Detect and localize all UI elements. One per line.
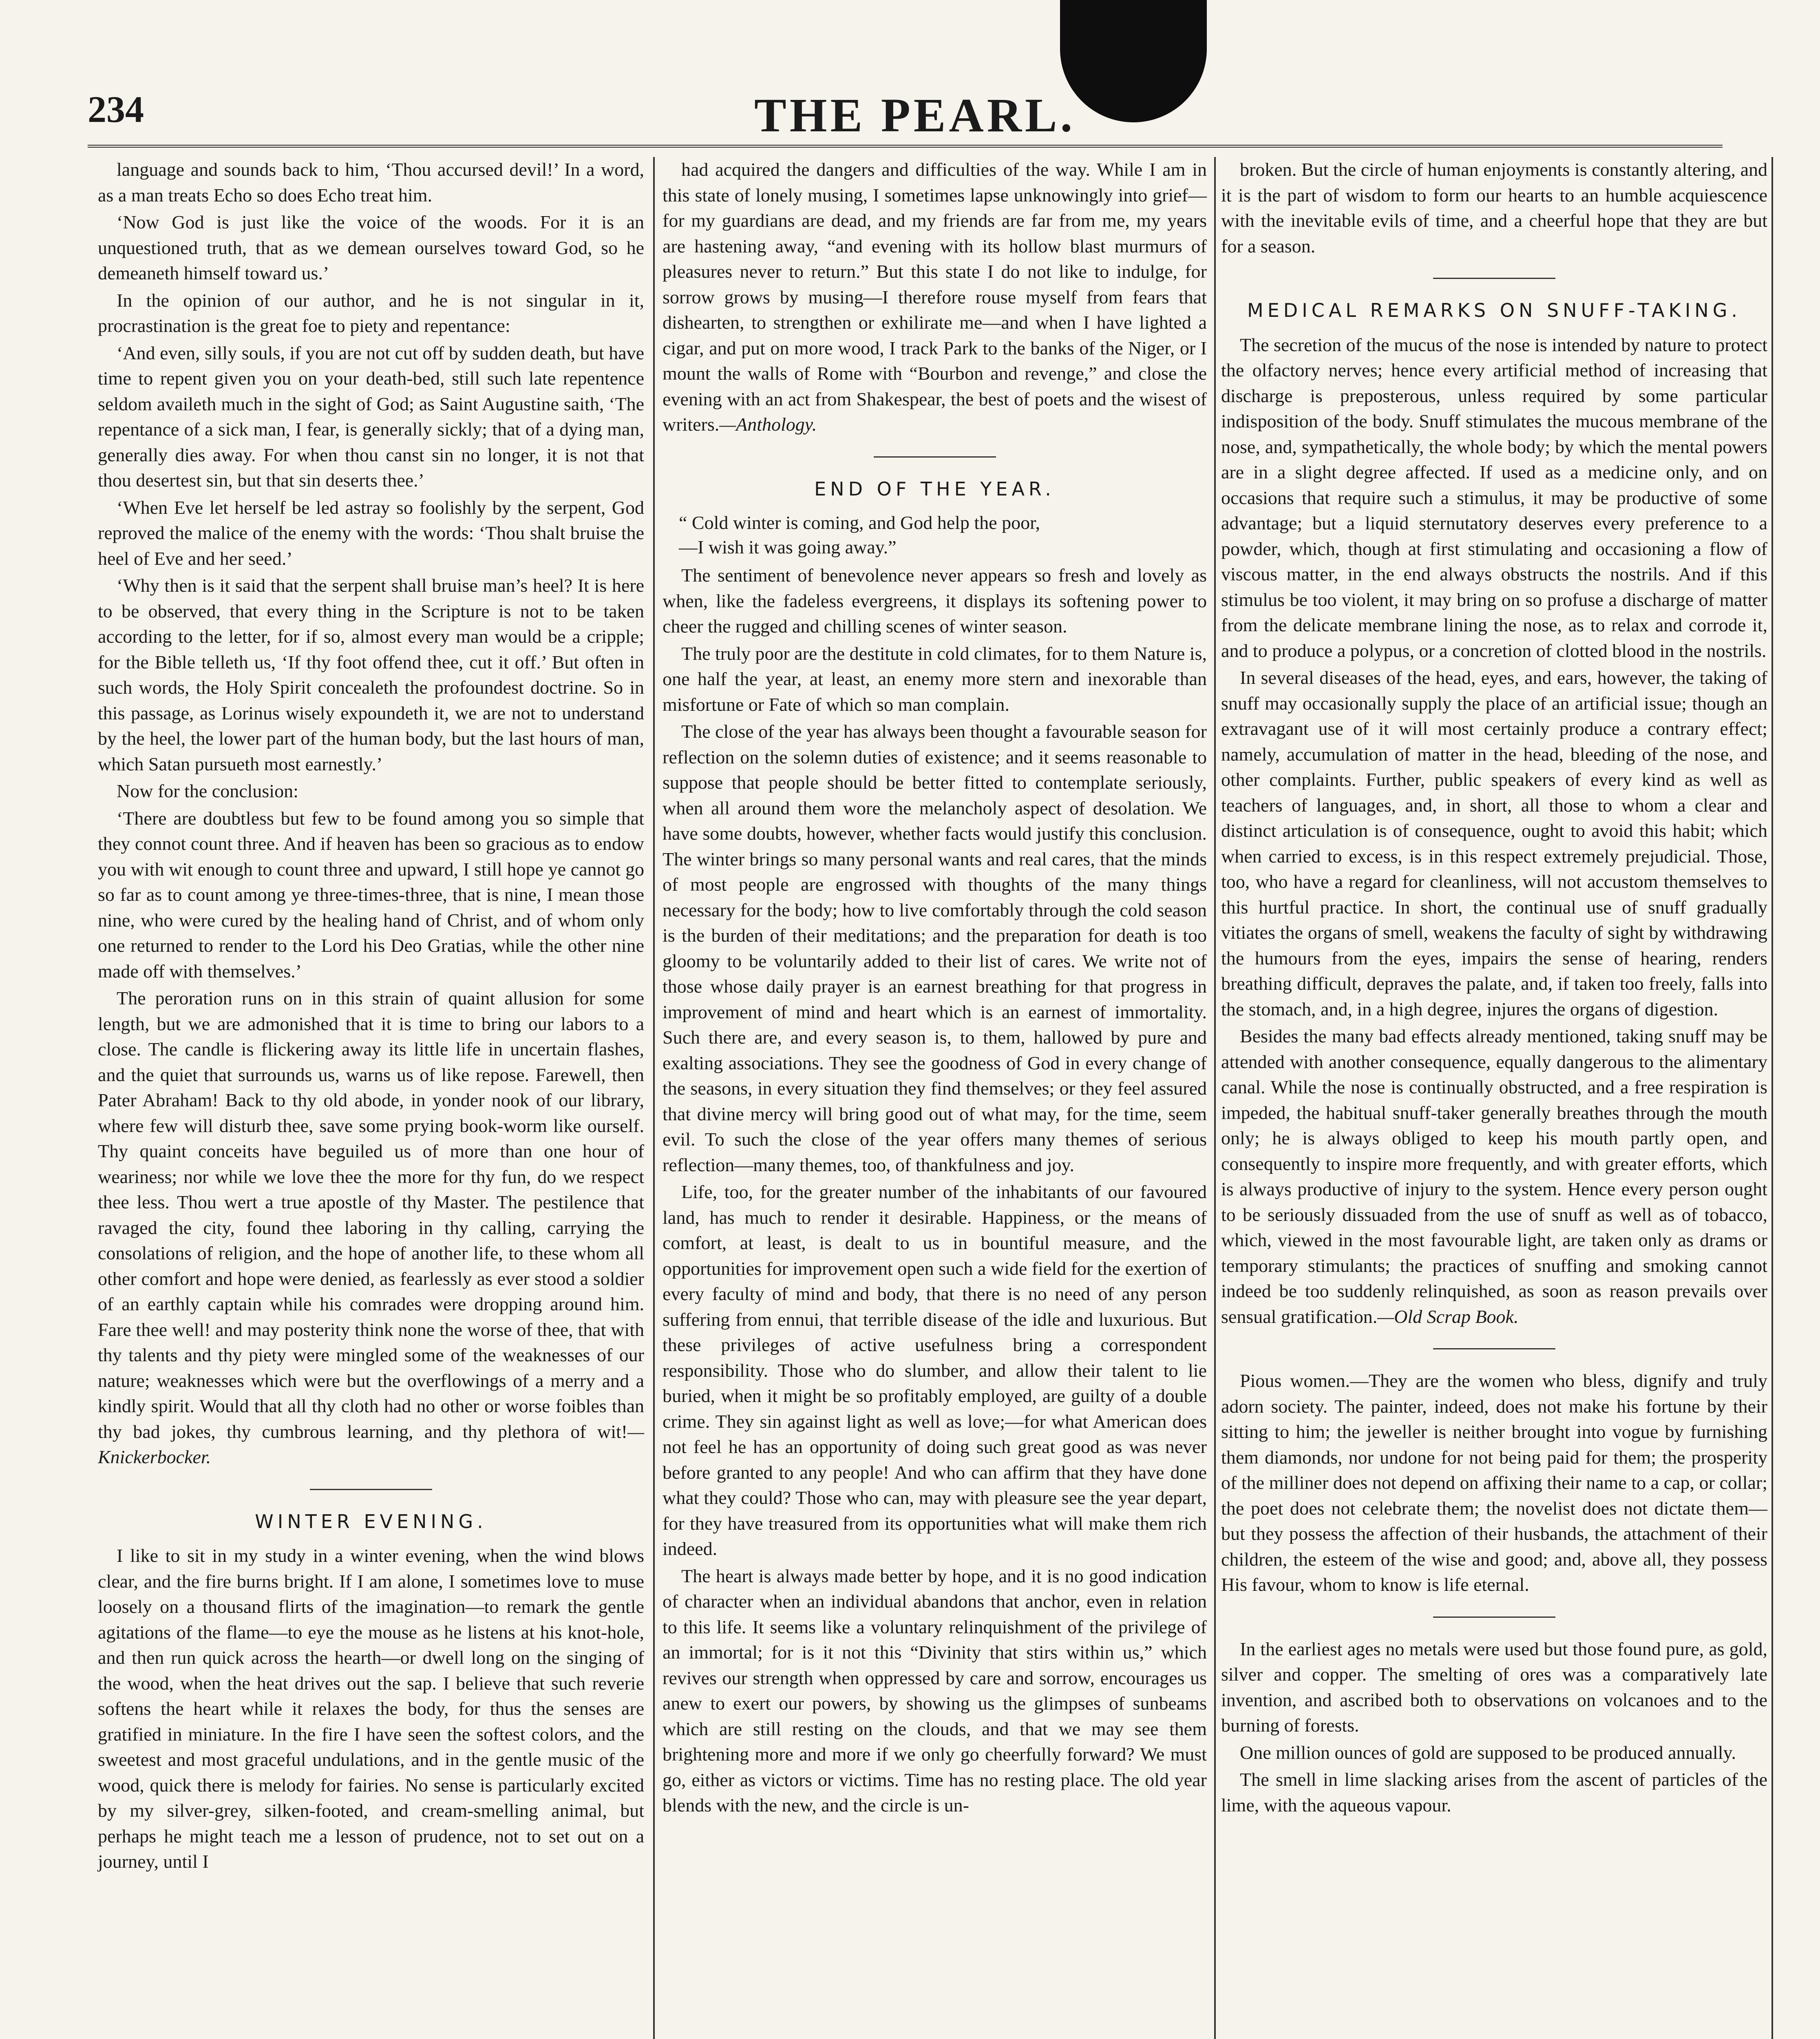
paragraph-text: had acquired the dangers and difficulties of the way. While I am in this state of lonely musing, I sometimes lapse unknowingly into grief—for my guardians are dead, and my friends are far from me, my years are hastening away, “and evening with its hollow blast murmurs of pleasures never to return.” But this state I do not like to indulge, for sorrow grows by musing—I therefore rouse myself from fears that dishearten, to strengthen or exhilirate me—and when I have lighted a cigar, and put on more wood, I track Park to the banks of the Niger, or I mount the walls of Rome with “Bourbon and revenge,” and close the evening with an act from Shakespear, the best of poets and the wisest of writers. — [663, 159, 1207, 435]
paragraph: I like to sit in my study in a winter evening, when the wind blows clear, and the fire burns bright. If I am alone, I sometimes love to muse loosely on a thousand flirts of the imagination—to remark the gentle agitations of the flame—to eye the mouse as he listens at his knot-hole, and then run quick across the hearth—or dwell long on the singing of the wood, when the heat drives out the sap. I believe that such reverie softens the heart while it relaxes the body, for thus the senses are gratified in miniature. In the fire I have seen the softest colors, and the sweetest and most graceful undulations, and in the gentle music of the wood, quick there is melody for fairies. No sense is particularly excited by my silver-grey, silken-footed, and cream-smelling animal, but perhaps he might teach me a lesson of prudence, not to set out on a journey, until I — [98, 1545, 644, 1872]
paragraph-text: Besides the many bad effects already mentioned, taking snuff may be attended with another consequence, equally dangerous to the alimentary canal. While the nose is continually obstructed, and a free respiration is impeded, the habitual snuff-taker generally breathes through the mouth only; he is always obliged to keep his mouth partly open, and consequently to inspire more frequently, and with greater efforts, which is always productive of injury to the system. Hence every person ought to be seriously dissuaded from the use of snuff as well as of tobacco, which, viewed in the most favourable light, are taken only as drams or temporary stimulants; the practices of snuffing and smoking cannot indeed be too suddenly relinquished, as soon as reason prevails over sensual gratification. — [1221, 1026, 1767, 1327]
paragraph: Now for the conclusion: — [117, 781, 298, 801]
paragraph: ‘Why then is it said that the serpent shall bruise man’s heel? It is here to be observed, that every thing in the Scripture is not to be taken according to the letter, for if so, almost every man would be a cripple; for the Bible telleth us, ‘If thy foot offend thee, cut it off.’ But often in such words, the Holy Spirit concealeth the profoundest doctrine. So in this passage, as Lorinus wisely expoundeth it, we are not to understand by the heel, the lower part of the human body, but the last hours of man, which Satan pursueth most earnestly.’ — [98, 575, 644, 774]
section-rule — [874, 456, 996, 458]
column-left — [98, 157, 644, 1876]
section-rule — [1433, 1348, 1555, 1349]
section-rule — [1433, 1617, 1555, 1618]
paragraph: The smell in lime slacking arises from the ascent of particles of the lime, with the aqueous vapour. — [1221, 1769, 1767, 1816]
attribution: —Anthology. — [719, 414, 817, 435]
paragraph — [663, 157, 1207, 438]
page-number: 234 — [88, 88, 144, 130]
attribution: —Old Scrap Book. — [1377, 1306, 1519, 1327]
paragraph: ‘Now God is just like the voice of the woods. For it is an unquestioned truth, that as we demean ourselves toward God, so he demeaneth himself toward us.’ — [98, 212, 644, 283]
paragraph — [98, 986, 644, 1470]
column-rule — [1214, 157, 1216, 2039]
epigraph-line: —I wish it was going away.” — [679, 537, 897, 557]
header-rule — [88, 145, 1723, 148]
column-right — [1221, 157, 1767, 1820]
section-rule — [310, 1489, 432, 1490]
column-middle — [663, 157, 1207, 1820]
paragraph: One million ounces of gold are supposed to be produced annually. — [1240, 1742, 1736, 1763]
paragraph: In the earliest ages no metals were used but those found pure, as gold, silver and copper. The smelting of ores was a comparatively late invention, and ascribed both to observations on volcanoes and to the burning of forests. — [1221, 1638, 1767, 1736]
paragraph: The truly poor are the destitute in cold climates, for to them Nature is, one half the year, at least, an enemy more stern and inexorable than misfortune or Fate of which so man complain. — [663, 643, 1207, 715]
article-heading-winter-evening: WINTER EVENING. — [255, 1510, 487, 1533]
paragraph: ‘When Eve let herself be led astray so foolishly by the serpent, God reproved the malice of the enemy with the words: ‘Thou shalt bruise the heel of Eve and her seed.’ — [98, 497, 644, 569]
article-heading-end-of-year: END OF THE YEAR. — [814, 478, 1055, 500]
masthead: THE PEARL. — [754, 88, 1076, 142]
paragraph: The sentiment of benevolence never appears so fresh and lovely as when, like the fadeless evergreens, it displays its softening power to cheer the rugged and chilling scenes of winter season. — [663, 565, 1207, 637]
paragraph: ‘There are doubtless but few to be found among you so simple that they connot count three. And if heaven has been so gracious as to endow you with wit enough to count three and upward, I still hope ye cannot go so far as to count among ye three-times-three, that is nine, I mean those nine, who were cured by the healing hand of Christ, and of whom only one returned to render to the Lord his Deo Gratias, while the other nine made off with themselves.’ — [98, 807, 644, 982]
column-rule — [1771, 157, 1773, 2039]
epigraph — [679, 511, 1207, 560]
paragraph: In several diseases of the head, eyes, and ears, however, the taking of snuff may occasionally supply the place of an artificial issue; though an extravagant use of it will most certainly produce a contrary effect; namely, accumulation of matter in the head, bleeding of the nose, and other complaints. Further, public speakers of every kind as well as teachers of languages, and, in short, all those to whom a clear and distinct articulation is of consequence, ought to avoid this habit; which when carried to excess, is in this respect extremely prejudicial. Those, too, who have a regard for cleanliness, will not accustom themselves to this hurtful practice. In short, the continual use of snuff gradually vitiates the organs of smell, weakens the faculty of sight by withdrawing the humours from the eyes, impairs the sense of hearing, renders breathing difficult, depraves the palate, and, if taken too freely, falls into the stomach, and, in a high degree, injures the organs of digestion. — [1221, 667, 1767, 1020]
ink-blot — [1060, 0, 1207, 122]
paragraph: Life, too, for the greater number of the inhabitants of our favoured land, has much to render it desirable. Happiness, or the means of comfort, at least, is dealt to us in bountiful measure, and the opportunities for improvement open such a wide field for the exertion of every faculty of mind and body, that there is no need of any person suffering from ennui, that terrible disease of the idle and luxurious. But these privileges of active usefulness bring a correspondent responsibility. Those who do slumber, and allow their talent to lie buried, when it might be so profitably employed, are guilty of a double crime. They sin against light as well as love;—for what American does not feel he has an opportunity of doing such great good as was never before granted to any people! And who can affirm that they have done what they could? Those who can, may with pleasure see the year depart, for they have treasured from its opportunities what will make them rich indeed. — [663, 1181, 1207, 1559]
column-rule — [653, 157, 655, 2039]
attribution: —Knickerbocker. — [98, 1421, 644, 1467]
section-rule — [1433, 278, 1555, 279]
paragraph: The secretion of the mucus of the nose is intended by nature to protect the olfactory nerves; hence every artificial method of increasing that discharge is preposterous, unless required by some particular indisposition of the body. Snuff stimulates the mucous membrane of the nose, and, sympathetically, the whole body; by which the mental powers are in a slight degree affected. If used as a medicine only, and on occasions that require such a stimulus, it may be productive of some advantage; but a liquid sternutatory deserves every preference to a powder, which, though at first stimulating and occasioning a flow of viscous matter, in the end always obstructs the nostrils. And if this stimulus be too violent, it may bring on so profuse a discharge of matter from the delicate membrane lining the nose, as to relax and corrode it, and to produce a polypus, or a concretion of clotted blood in the nostrils. — [1221, 334, 1767, 661]
paragraph-text: The peroration runs on in this strain of quaint allusion for some length, but we are admonished that it is time to bring our labors to a close. The candle is flickering away its little life in uncertain flashes, and the quiet that surrounds us, warns us of like repose. Farewell, then Pater Abraham! Back to thy old abode, in yonder nook of our library, where few will disturb thee, save some prying book-worm like ourself. Thy quaint conceits have beguiled us of more than one hour of weariness; nor while we love thee the more for thy fun, do we respect thee less. Thou wert a true apostle of thy Master. The pestilence that ravaged the city, found thee laboring in thy calling, carrying the consolations of religion, and the hope of another life, to these whom all other comfort and hope were denied, as fearlessly as ever stood a soldier of an earthly captain while his comrades were dropping around him. Fare thee well! and may posterity think none the worse of thee, that with thy talents and thy piety were mingled some of the weaknesses of our nature; weaknesses which were but the overflowings of a merry and a kindly spirit. Would that all thy cloth had no other or worse foibles than thy bad jokes, thy cumbrous learning, and thy plethora of wit! — [98, 988, 644, 1442]
epigraph-line: “ Cold winter is coming, and God help the poor, — [679, 512, 1040, 533]
paragraph — [1221, 1024, 1767, 1329]
paragraph: The close of the year has always been thought a favourable season for reflection on the solemn duties of existence; and it seems reasonable to suppose that people should be better fitted to contemplate seriously, when all around them wore the melancholy aspect of desolation. We have some doubts, however, whether facts would justify this conclusion. The winter brings so many personal wants and real cares, that the minds of most people are engrossed with thoughts of the many things necessary for the body; how to live comfortably through the cold season is the burden of their meditations; and the preparation for death is too gloomy to be voluntarily added to their list of cares. We write not of those whose daily prayer is an earnest breathing for that progress in improvement of mind and heart which is an earnest of immortality. Such there are, and every season is, to them, hallowed by pure and exalting associations. They see the goodness of God in every change of the seasons, in every situation they find themselves; or they feel assured that divine mercy will bring good out of what may, for the time, seem evil. To such the close of the year offers many themes of serious reflection—many themes, too, of thankfulness and joy. — [663, 721, 1207, 1175]
paragraph: Pious women.—They are the women who bless, dignify and truly adorn society. The painter, indeed, does not make his fortune by their sitting to him; the jeweller is neither brought into vogue by furnishing them diamonds, nor undone for not being paid for them; the prosperity of the milliner does not depend on affixing their name to a cap, or collar; the poet does not celebrate them; the novelist does not dictate them—but they possess the affection of their husbands, the attachment of their children, the esteem of the wise and good; and, above all, they possess His favour, whom to know is life eternal. — [1221, 1370, 1767, 1595]
article-heading-snuff-taking: MEDICAL REMARKS ON SNUFF-TAKING. — [1247, 299, 1741, 321]
paragraph: The heart is always made better by hope, and it is no good indication of character when an individual abandons that anchor, even in relation to this life. It seems like a voluntary relinquishment of the privilege of an immortal; for is it not this “Divinity that stirs within us,” which revives our strength when oppressed by care and sorrow, encourages us anew to exert our powers, by showing us the glimpses of sunbeams which are still resting on the clouds, and that we may see them brightening more and more if we only go cheerfully forward? We must go, either as victors or victims. Time has no resting place. The old year blends with the new, and the circle is un- — [663, 1565, 1207, 1816]
paragraph: In the opinion of our author, and he is not singular in it, procrastination is the great foe to piety and repentance: — [98, 290, 644, 336]
paragraph: broken. But the circle of human enjoyments is constantly altering, and it is the part of wisdom to form our hearts to an humble acquiescence with the inevitable evils of time, and a cheerful hope that they are but for a season. — [1221, 159, 1767, 257]
paragraph: ‘And even, silly souls, if you are not cut off by sudden death, but have time to repent given you on your death-bed, still such late repentence seldom availeth much in the sight of God; as Saint Augustine saith, ‘The repentance of a sick man, I fear, is generally sickly; that of a dying man, generally dies away. For when thou canst sin no longer, it is not that thou desertest sin, but that sin deserts thee.’ — [98, 342, 644, 491]
paragraph: language and sounds back to him, ‘Thou accursed devil!’ In a word, as a man treats Echo so does Echo treat him. — [98, 159, 644, 206]
